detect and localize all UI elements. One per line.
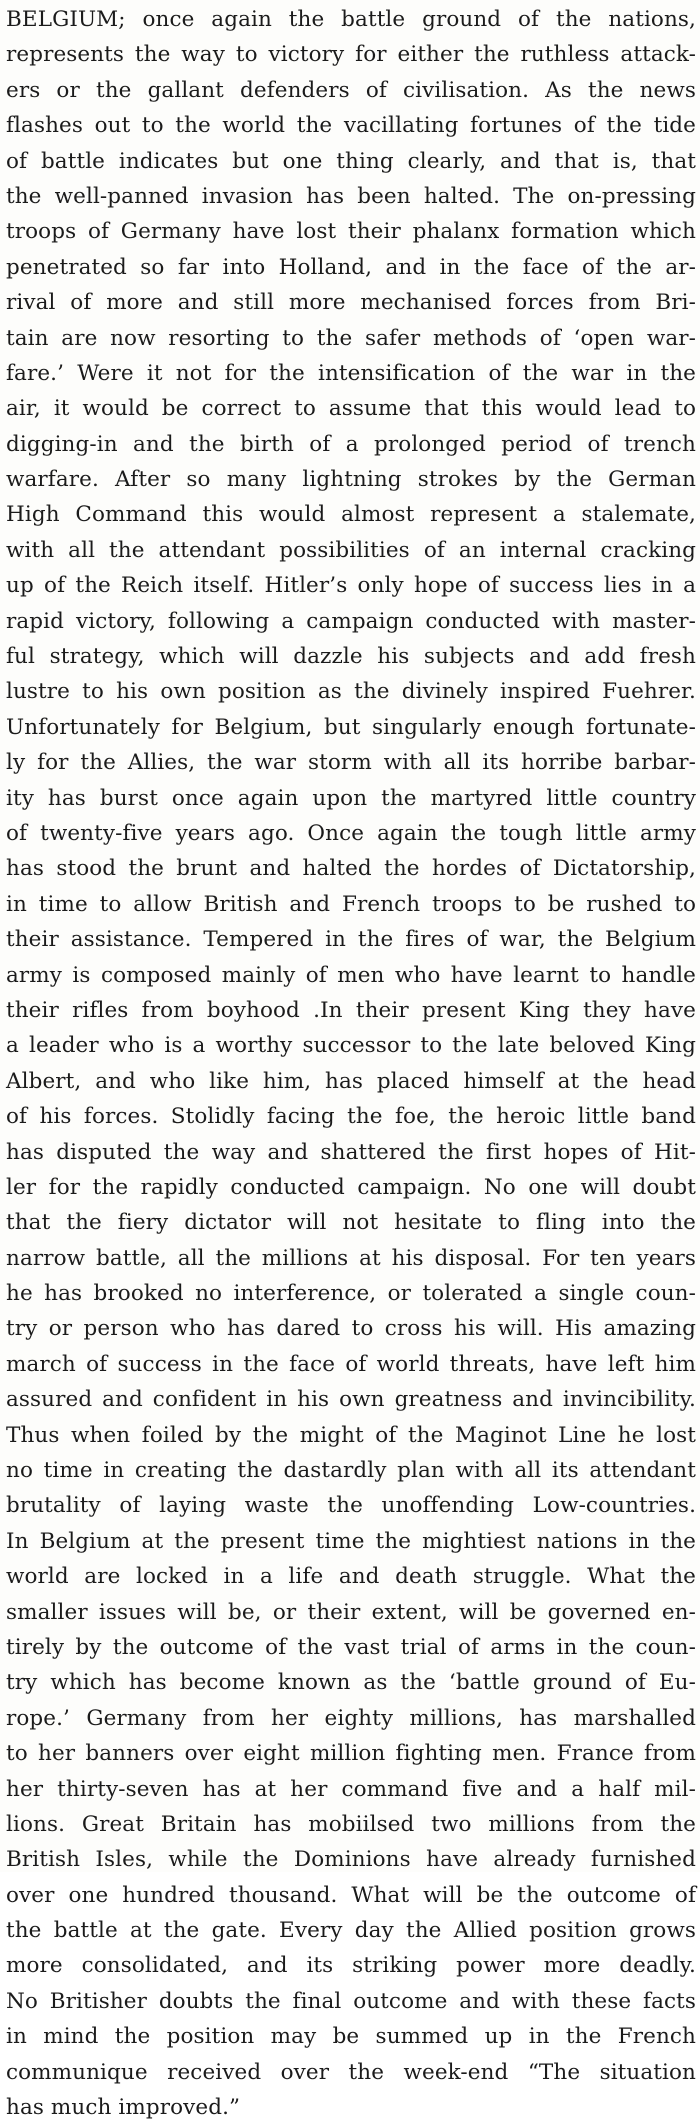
article-text-line: lustre to his own position as the divinely inspired Fuehrer. (6, 679, 696, 705)
article-text-line: BELGIUM; once again the battle ground of the nations, (6, 7, 696, 32)
article-column (6, 2, 696, 2125)
article-text-line: air, it would be correct to assume that this would lead to (6, 396, 696, 422)
article-text-line: more consolidated, and its striking power more deadly. (6, 1953, 696, 1979)
article-text-line: flashes out to the world the vacillating fortunes of the tide (6, 113, 696, 139)
article-text-line: over one hundred thousand. What will be the outcome of (6, 1882, 696, 1908)
article-text-line: the well-panned invasion has been halted. The on-pressing (6, 183, 696, 209)
article-text-line: High Command this would almost represent a stalemate, (6, 502, 696, 528)
article-text-line: assured and confident in his own greatness and invincibility. (6, 1387, 696, 1413)
article-text-line: has much improved.” (6, 2095, 241, 2121)
article-text-line: British Isles, while the Dominions have already furnished (6, 1847, 696, 1873)
article-text-line: no time in creating the dastardly plan with all its attendant (6, 1458, 696, 1484)
article-text-line: in time to allow British and French troops to be rushed to (6, 891, 696, 917)
article-text-line: a leader who is a worthy successor to the late beloved King (6, 1033, 696, 1059)
article-text-line: In Belgium at the present time the mightiest nations in the (6, 1528, 696, 1554)
article-text-line: narrow battle, all the millions at his disposal. For ten years (6, 1245, 696, 1271)
article-text-line: rope.’ Germany from her eighty millions, has marshalled (6, 1705, 696, 1731)
article-text-line: that the fiery dictator will not hesitate to fling into the (6, 1210, 696, 1236)
article-text-line: to her banners over eight million fighting men. France from (6, 1741, 696, 1767)
article-text-line: in mind the position may be summed up in the French (6, 2024, 696, 2050)
article-text-line: rival of more and still more mechanised forces from Bri- (6, 290, 696, 316)
article-text-line: the battle at the gate. Every day the Allied position grows (6, 1918, 696, 1944)
article-text-line: Albert, and who like him, has placed himself at the head (6, 1068, 696, 1094)
article-text-line: tain are now resorting to the safer methods of ‘open war- (6, 325, 696, 351)
article-text-line: digging-in and the birth of a prolonged period of trench (6, 431, 696, 457)
article-text-line: of his forces. Stolidly facing the foe, the heroic little band (6, 1104, 696, 1130)
article-text-line: has stood the brunt and halted the hordes of Dictatorship, (6, 856, 696, 882)
article-text-line: of battle indicates but one thing clearly, and that is, that (6, 148, 696, 174)
article-text-line: Unfortunately for Belgium, but singularly enough fortunate- (6, 714, 696, 740)
article-text-line: of twenty-five years ago. Once again the tough little army (6, 820, 696, 846)
article-text-line: army is composed mainly of men who have learnt to handle (6, 962, 696, 988)
article-text-line: warfare. After so many lightning strokes by the German (6, 467, 696, 493)
article-text-line: lions. Great Britain has mobiilsed two millions from the (6, 1811, 696, 1837)
article-text-line: ers or the gallant defenders of civilisation. As the news (6, 77, 696, 103)
article-text-line: represents the way to victory for either the ruthless attack- (6, 42, 696, 68)
article-text-line: tirely by the outcome of the vast trial of arms in the coun- (6, 1634, 696, 1660)
article-text-line: her thirty-seven has at her command five and a half mil- (6, 1776, 696, 1802)
article-text-line: smaller issues will be, or their extent, will be governed en- (6, 1599, 696, 1625)
article-text-line: has disputed the way and shattered the first hopes of Hit- (6, 1139, 696, 1165)
article-text-line: march of success in the face of world threats, have left him (6, 1351, 696, 1377)
article-text-line: troops of Germany have lost their phalanx formation which (6, 219, 696, 245)
article-text-line: world are locked in a life and death struggle. What the (6, 1564, 696, 1590)
article-text-line: their assistance. Tempered in the fires of war, the Belgium (6, 927, 696, 953)
article-text-line: fare.’ Were it not for the intensification of the war in the (6, 360, 696, 386)
article-text-line: No Britisher doubts the final outcome and with these facts (6, 1988, 696, 2014)
article-text-line: try or person who has dared to cross his will. His amazing (6, 1316, 696, 1342)
article-text-line: ful strategy, which will dazzle his subjects and add fresh (6, 644, 696, 670)
article-text-line: their rifles from boyhood .In their present King they have (6, 997, 696, 1023)
article-text-line: up of the Reich itself. Hitler’s only hope of success lies in a (6, 573, 696, 599)
article-text-line: penetrated so far into Holland, and in the face of the ar- (6, 254, 696, 280)
article-text-line: ler for the rapidly conducted campaign. No one will doubt (6, 1174, 696, 1200)
article-text-line: try which has become known as the ‘battle ground of Eu- (6, 1670, 696, 1696)
article-text-line: he has brooked no interference, or tolerated a single coun- (6, 1281, 696, 1307)
article-text-line: ity has burst once again upon the martyred little country (6, 785, 696, 811)
article-text-line: brutality of laying waste the unoffending Low-countries. (6, 1493, 696, 1519)
article-text-line: rapid victory, following a campaign conducted with master- (6, 608, 696, 634)
article-text-line: with all the attendant possibilities of an internal cracking (6, 537, 696, 563)
article-text-line: Thus when foiled by the might of the Maginot Line he lost (6, 1422, 696, 1448)
article-text-line: communique received over the week-end “The situation (6, 2059, 696, 2085)
article-text-line: ly for the Allies, the war storm with all its horribe barbar- (6, 750, 696, 776)
